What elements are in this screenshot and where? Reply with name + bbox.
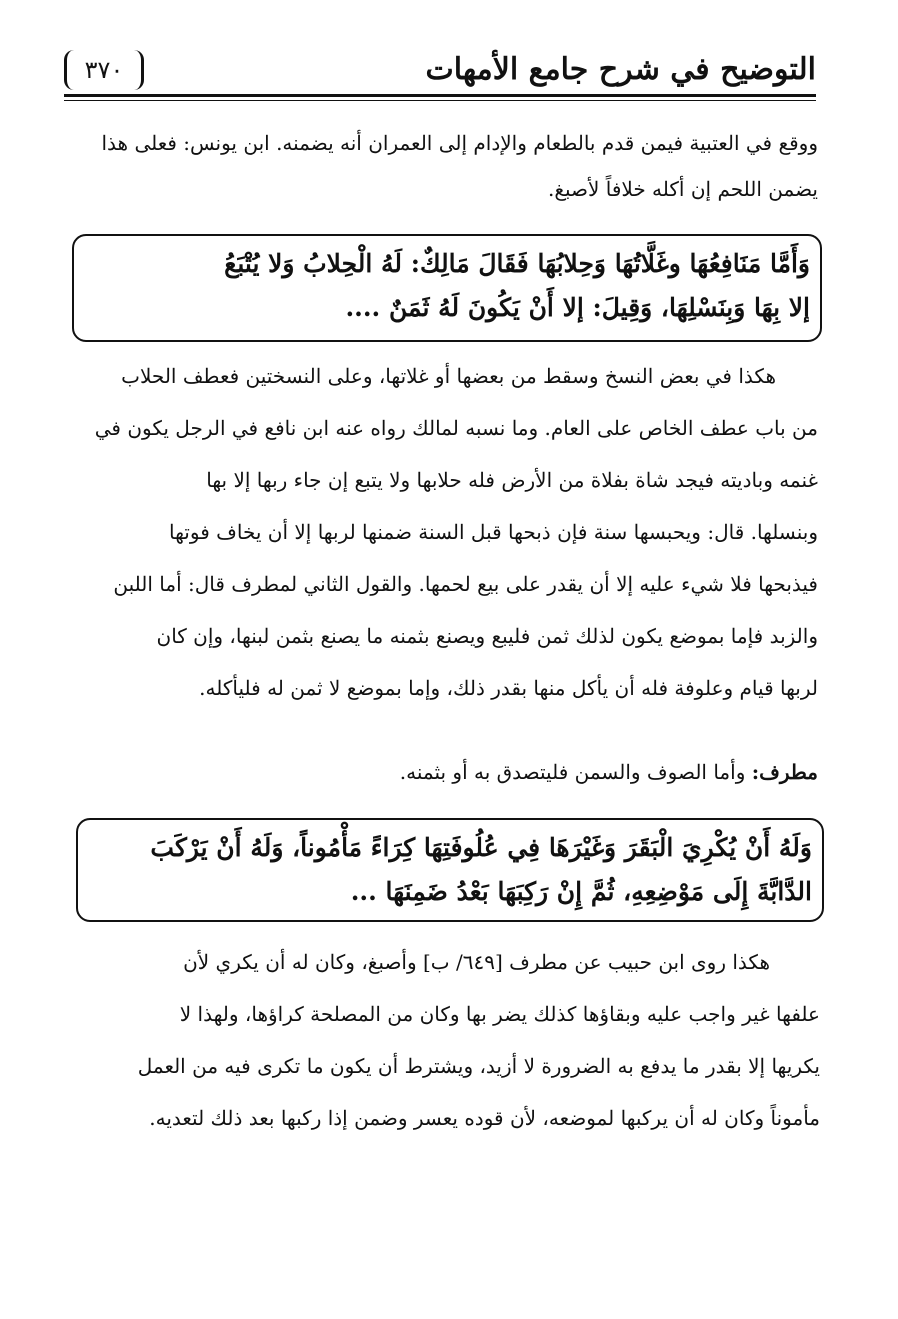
commentary-line: هكذا روى ابن حبيب عن مطرف [٦٤٩/ ب] وأصبغ، وكان له أن يكري لأن (183, 950, 770, 974)
commentary-line: فيذبحها فلا شيء عليه إلا أن يقدر على بيع لحمها. والقول الثاني لمطرف قال: أما اللبن (113, 572, 818, 596)
matn-quote-text (88, 826, 812, 914)
mutarrif-paragraph (66, 750, 818, 794)
matn-quote-box (72, 234, 822, 342)
commentary-line: لربها قيام وعلوفة فله أن يأكل منها بقدر ذلك، وإما بموضع لا ثمن له فليأكله. (199, 676, 818, 700)
commentary-line: والزبد فإما بموضع يكون لذلك ثمن فليبع ويصنع بثمنه ما يصنع بثمن لبنها، وإن كان (156, 624, 818, 648)
header-rule-thick (64, 94, 816, 97)
commentary-paragraph (66, 350, 818, 714)
intro-line: يضمن اللحم إن أكله خلافاً لأصبغ. (547, 177, 818, 201)
matn-quote-text (84, 242, 810, 330)
quote-line: وَأَمَّا مَنَافِعُهَا وغَلَّاتُهَا وَحِلابُهَا فَقَالَ مَالِكٌ: لَهُ الْحِلابُ وَلا يُتْبَعُ (224, 249, 810, 278)
mutarrif-label: مطرف: (751, 760, 818, 784)
page-header (64, 46, 816, 98)
commentary-paragraph (76, 936, 820, 1144)
commentary-line: وبنسلها. قال: ويحبسها سنة فإن ذبحها قبل السنة ضمنها لربها إلا أن يخاف فوتها (168, 520, 818, 544)
page-number-frame (64, 50, 144, 90)
commentary-line: مأموناً وكان له أن يركبها لموضعه، لأن قوده يعسر وضمن إذا ركبها بعد ذلك لتعديه. (149, 1106, 820, 1130)
intro-paragraph (66, 120, 818, 212)
commentary-line: هكذا في بعض النسخ وسقط من بعضها أو غلاتها، وعلى النسختين فعطف الحلاب (121, 364, 776, 388)
mutarrif-text: وأما الصوف والسمن فليتصدق به أو بثمنه. (399, 760, 752, 784)
quote-line: الدَّابَّةَ إِلَى مَوْضِعِهِ، ثُمَّ إِنْ رَكِبَهَا بَعْدُ ضَمِنَهَا ... (350, 877, 812, 906)
commentary-line: علفها غير واجب عليه وبقاؤها كذلك يضر بها وكان من المصلحة كراؤها، ولهذا لا (179, 1002, 820, 1026)
mutarrif-line (66, 750, 818, 794)
commentary-line: غنمه وباديته فيجد شاة بفلاة من الأرض فله حلابها ولا يتبع إن جاء ربها إلا بها (206, 468, 818, 492)
matn-quote-box (76, 818, 824, 922)
commentary-line: يكريها إلا بقدر ما يدفع به الضرورة لا أزيد، ويشترط أن يكون ما تكرى فيه من العمل (137, 1054, 820, 1078)
intro-line: ووقع في العتبية فيمن قدم بالطعام والإدام إلى العمران أنه يضمنه. ابن يونس: فعلى هذا (101, 131, 818, 155)
quote-line: إلا بِهَا وَبِنَسْلِهَا، وَقِيلَ: إلا أَنْ يَكُونَ لَهُ ثَمَنٌ .... (345, 293, 810, 322)
header-rule-thin (64, 100, 816, 101)
page-number: ٣٧٠ (84, 56, 124, 84)
quote-line: وَلَهُ أَنْ يُكْرِيَ الْبَقَرَ وَغَيْرَهَا فِي عُلُوفَتِهَا كِرَاءً مَأْمُوناً، وَلَهُ أَنْ يَرْكَبَ (150, 833, 812, 862)
running-title: التوضيح في شرح جامع الأمهات (425, 52, 816, 87)
commentary-line: من باب عطف الخاص على العام. وما نسبه لمالك رواه عنه ابن نافع في الرجل يكون في (94, 416, 818, 440)
